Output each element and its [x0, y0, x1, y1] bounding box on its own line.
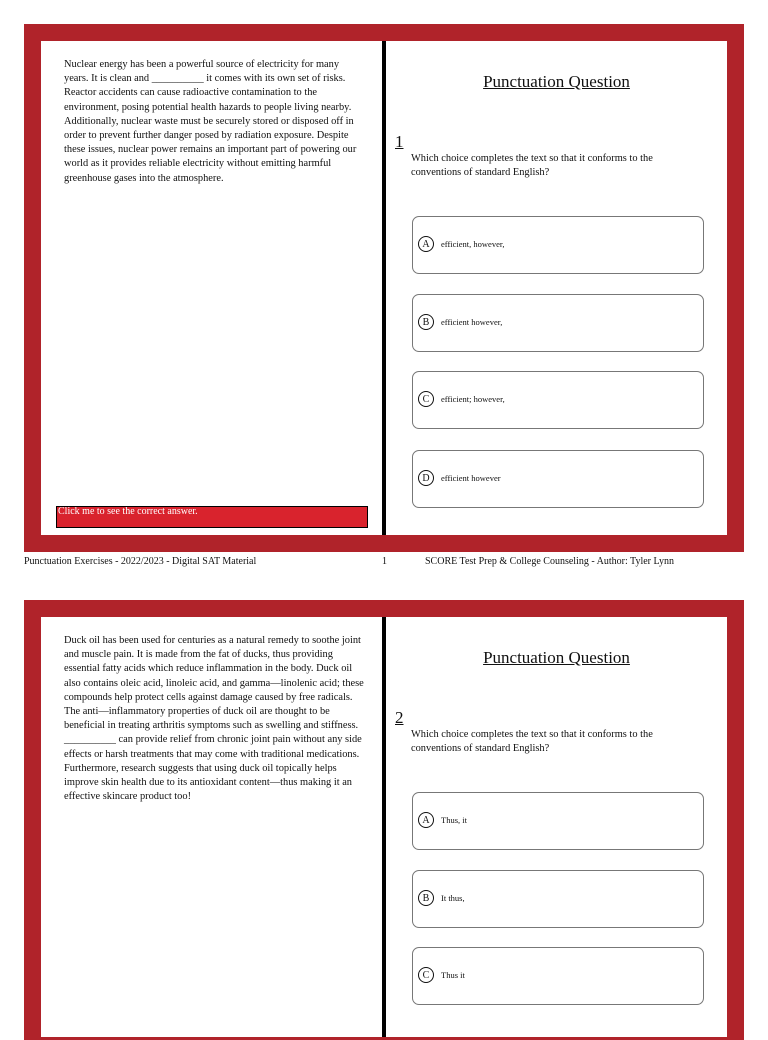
option-letter-badge: C: [418, 967, 434, 983]
option-letter-badge: C: [418, 391, 434, 407]
option-d[interactable]: [412, 450, 704, 508]
page-footer: [0, 556, 768, 570]
option-letter-badge: A: [418, 236, 434, 252]
option-letter-badge: B: [418, 314, 434, 330]
option-b[interactable]: [412, 870, 704, 928]
footer-page-number: 1: [382, 556, 387, 567]
question-panel: [386, 41, 727, 535]
question-prompt: Which choice completes the text so that it conforms to the conventions of standard English?: [411, 729, 653, 754]
option-text: efficient however: [441, 473, 501, 483]
option-c[interactable]: [412, 371, 704, 429]
question-card-2: [24, 600, 744, 1040]
question-number: 1: [395, 132, 404, 151]
passage-panel: [41, 617, 383, 1037]
option-text: It thus,: [441, 893, 465, 903]
option-text: efficient however,: [441, 317, 503, 327]
option-letter-badge: D: [418, 470, 434, 486]
option-letter-badge: A: [418, 812, 434, 828]
question-number: 2: [395, 708, 404, 727]
question-card-1: [24, 24, 744, 552]
option-c[interactable]: [412, 947, 704, 1005]
footer-document-title: Punctuation Exercises - 2022/2023 - Digital SAT Material: [24, 556, 257, 567]
show-answer-button[interactable]: Click me to see the correct answer.: [56, 506, 368, 528]
option-letter-badge: B: [418, 890, 434, 906]
passage-text: Nuclear energy has been a powerful source of electricity for many years. It is clean and __________ it comes with its own set of risks. Reactor accidents can cause radioactive contamination to the environment, posing potential health hazards to people living nearby. Additionally, nuclear waste must be securely stored or disposed off in order to prevent further danger posed by radiation exposure. Despite these issues, nuclear power remains an important part of powering our world as it provides reliable electricity without emitting harmful greenhouse gases into the atmosphere.: [64, 59, 357, 184]
passage-panel: [41, 41, 383, 535]
option-a[interactable]: [412, 792, 704, 850]
option-a[interactable]: [412, 216, 704, 274]
option-text: Thus, it: [441, 815, 467, 825]
option-text: Thus it: [441, 970, 465, 980]
footer-author: SCORE Test Prep & College Counseling - Author: Tyler Lynn: [425, 556, 675, 567]
option-b[interactable]: [412, 294, 704, 352]
passage-text: Duck oil has been used for centuries as a natural remedy to soothe joint and muscle pain. It is made from the fat of ducks, thus providing essential fatty acids which reduce inflammation in the body. Duck oil also contains oleic acid, linoleic acid, and gamma—linolenic acid; these compounds help protect cells against damage caused by free radicals. The anti—inflammatory properties of duck oil are thought to be beneficial in treating arthritis symptoms such as swelling and stiffness. __________ can provide relief from chronic joint pain without any side effects or harsh treatments that may come with traditional medications. Furthermore, research suggests that using duck oil topically helps improve skin health due to its antioxidant content—thus making it an effective skincare product too!: [64, 635, 364, 803]
option-text: efficient; however,: [441, 394, 505, 404]
question-panel: [386, 617, 727, 1037]
question-title: Punctuation Question: [483, 648, 630, 667]
question-title: Punctuation Question: [483, 72, 630, 91]
option-text: efficient, however,: [441, 239, 505, 249]
question-prompt: Which choice completes the text so that it conforms to the conventions of standard English?: [411, 153, 653, 178]
